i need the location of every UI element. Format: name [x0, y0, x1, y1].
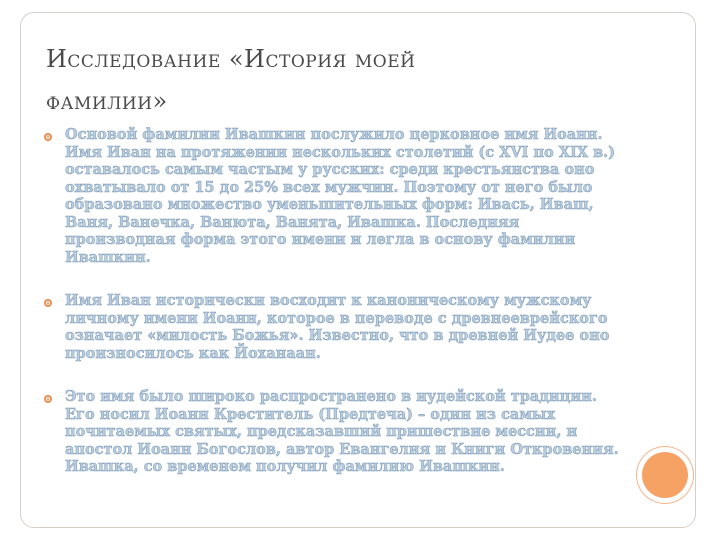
slide-title — [46, 38, 606, 122]
bullet-item — [44, 126, 624, 266]
bullet-item — [44, 388, 624, 476]
decorative-circle-icon — [642, 452, 688, 498]
slide-title-line1: Исследование «История моей — [46, 45, 416, 73]
bullet-marker-icon — [44, 299, 52, 307]
bullet-marker-icon — [44, 133, 52, 141]
slide-title-line2: фамилии» — [46, 87, 168, 115]
bullet-list — [44, 126, 624, 502]
bullet-item — [44, 292, 624, 362]
bullet-marker-icon — [44, 395, 52, 403]
bullet-text: Основой фамилии Ивашкин послужило церковное имя Иоанн. Имя Иван на протяжении нескольких столетий (с XVI по XIX в.) оставалось самым частым у русских: среди крестьянства оно охватывало от 15 до 25% всех мужчин. Поэтому от него было образовано множество уменьшительных форм: Ивась, Иваш, Ваня, Ванечка, Ванюта, Ванята, Ивашка. Последняя производная форма этого имени и легла в основу фамилии Ивашкин. — [65, 126, 616, 266]
bullet-text: Это имя было широко распространено в иудейской традиции. Его носил Иоанн Креститель (Предтеча) – один из самых почитаемых святых, предсказавший пришествие мессии, и апостол Иоанн Богослов, автор Евангелия и Книги Откровения. Ивашка, со временем получил фамилию Ивашкин. — [65, 388, 619, 475]
bullet-text: Имя Иван исторически восходит к каноническому мужскому личному имени Иоанн, которое в переводе с древнееврейского означает «милость Божья». Известно, что в древней Иудее оно произносилось как Йоханаан. — [65, 292, 610, 362]
